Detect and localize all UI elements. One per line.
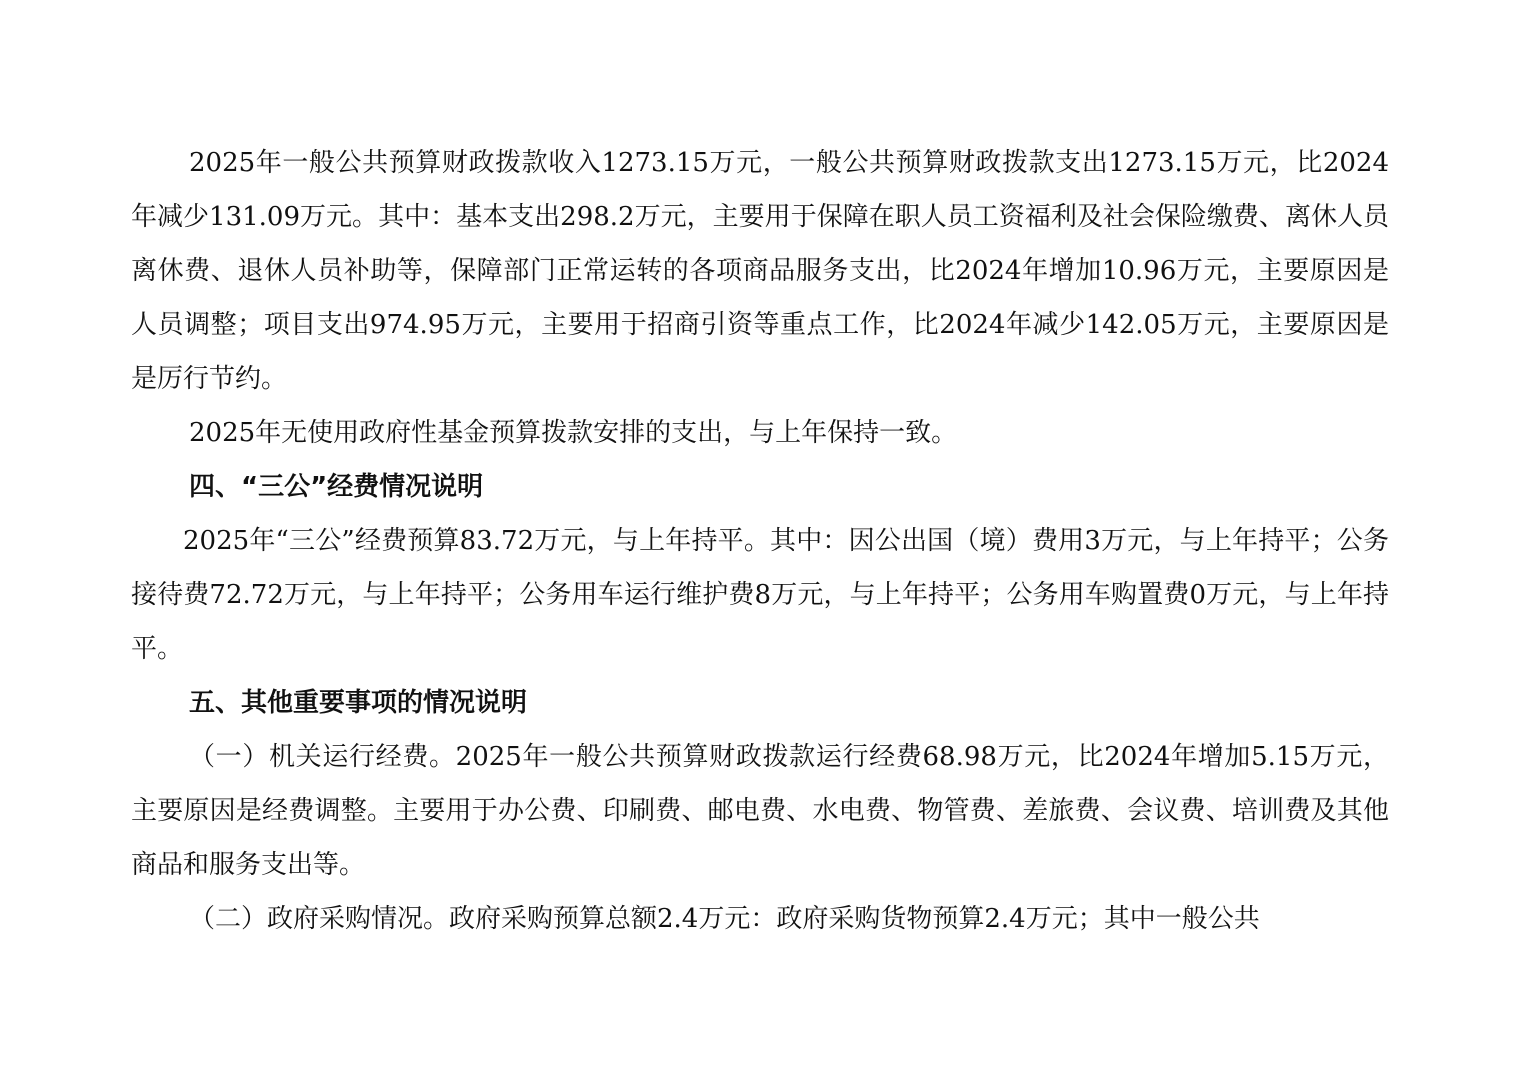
document-body [131,136,1389,946]
section-heading-other-matters: 五、其他重要事项的情况说明 [189,688,528,718]
paragraph-government-procurement: （二）政府采购情况。政府采购预算总额2.4万元：政府采购货物预算2.4万元；其中一般公共 [189,904,1260,934]
paragraph-budget-summary: 2025年一般公共预算财政拨款收入1273.15万元，一般公共预算财政拨款支出1273.15万元，比2024年减少131.09万元。其中：基本支出298.2万元，主要用于保障在职人员工资福利及社会保险缴费、离休人员离休费、退休人员补助等，保障部门正常运转的各项商品服务支出，比2024年增加10.96万元，主要原因是人员调整；项目支出974.95万元，主要用于招商引资等重点工作，比2024年减少142.05万元，主要原因是是厉行节约。 [131,148,1389,394]
paragraph-operating-expenses: （一）机关运行经费。2025年一般公共预算财政拨款运行经费68.98万元，比2024年增加5.15万元，主要原因是经费调整。主要用于办公费、印刷费、邮电费、水电费、物管费、差旅费、会议费、培训费及其他商品和服务支出等。 [131,742,1389,880]
section-heading-three-public-expenses: 四、“三公”经费情况说明 [189,472,484,502]
paragraph-three-public-expenses: 2025年“三公”经费预算83.72万元，与上年持平。其中：因公出国（境）费用3万元，与上年持平；公务接待费72.72万元，与上年持平；公务用车运行维护费8万元，与上年持平；公务用车购置费0万元，与上年持平。 [131,526,1389,664]
paragraph-government-fund: 2025年无使用政府性基金预算拨款安排的支出，与上年保持一致。 [189,418,958,448]
